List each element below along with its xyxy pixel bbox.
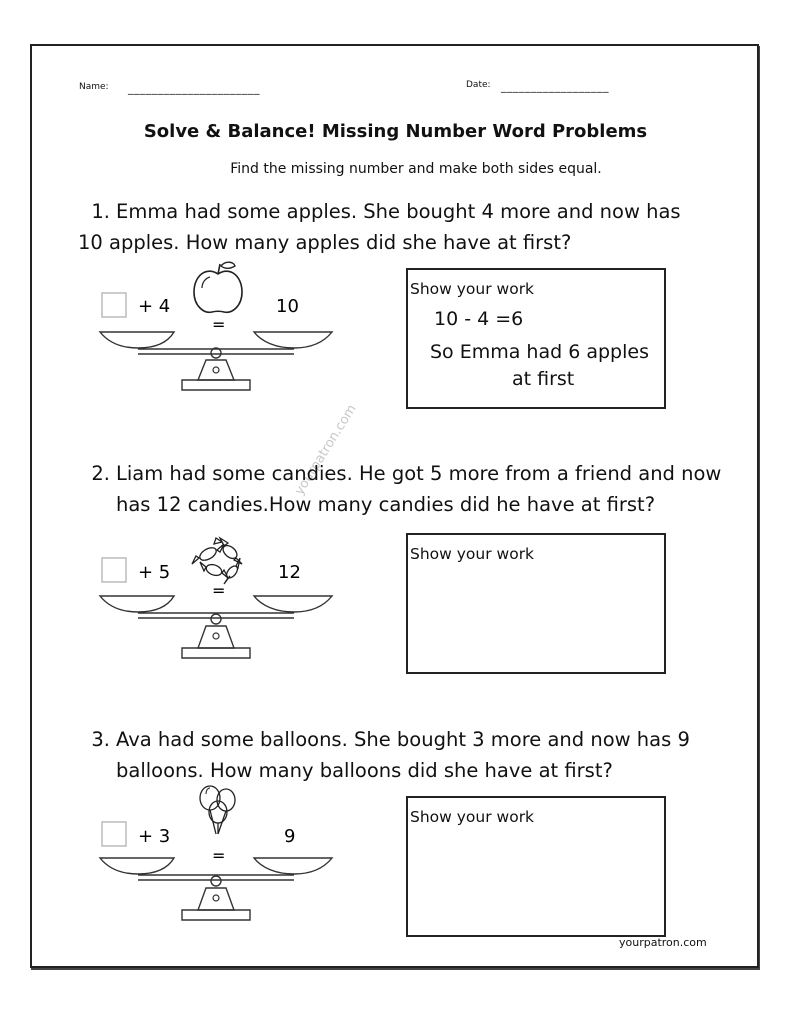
problem-line: Ava had some balloons. She bought 3 more and now has 9 <box>116 728 690 751</box>
missing-number-box <box>102 558 126 582</box>
work-box-label: Show your work <box>410 808 535 826</box>
missing-number-box <box>102 293 126 317</box>
problem-1-text <box>78 196 681 258</box>
work-line: 10 - 4 =6 <box>434 308 524 330</box>
footer-site: yourpatron.com <box>619 936 707 949</box>
addend-label: + 3 <box>138 826 171 847</box>
work-box-2[interactable] <box>406 533 666 674</box>
work-box-1[interactable] <box>406 268 666 409</box>
missing-number-box <box>102 822 126 846</box>
problem-line: 10 apples. How many apples did she have at first? <box>78 231 572 254</box>
balance-scale-1 <box>98 258 338 398</box>
date-label: Date: <box>466 80 491 90</box>
date-blank: __________________ <box>501 80 609 93</box>
equals-sign: = <box>212 315 226 334</box>
apple-icon <box>194 262 242 312</box>
equals-sign: = <box>212 846 226 865</box>
name-label: Name: <box>79 82 109 92</box>
work-line: So Emma had 6 apples <box>430 341 649 363</box>
problem-line: balloons. How many balloons did she have at first? <box>116 759 613 782</box>
problem-number: 2. <box>91 462 110 485</box>
problem-number: 1. <box>91 200 110 223</box>
page-title: Solve & Balance! Missing Number Word Problems <box>143 121 648 142</box>
problem-line: has 12 candies.How many candies did he have at first? <box>116 493 656 516</box>
name-blank: ______________________ <box>128 82 260 95</box>
candies-icon <box>192 538 242 584</box>
problem-line: Liam had some candies. He got 5 more from a friend and now <box>116 462 722 485</box>
addend-label: + 5 <box>138 562 171 583</box>
work-line: at first <box>512 368 575 390</box>
balloons-icon <box>200 786 235 834</box>
balance-scale-3 <box>98 782 338 928</box>
problem-line: Emma had some apples. She bought 4 more and now has <box>116 200 681 223</box>
work-box-3[interactable] <box>406 796 666 937</box>
equals-sign: = <box>212 581 226 600</box>
problem-2-text <box>88 458 721 520</box>
watermark: yourpatron.com <box>292 402 360 498</box>
total-label: 12 <box>278 562 301 583</box>
work-box-label: Show your work <box>410 280 535 298</box>
problem-3-text <box>88 724 690 786</box>
total-label: 9 <box>284 826 296 847</box>
problem-number: 3. <box>91 728 110 751</box>
balance-scale-2 <box>98 526 338 666</box>
page-subtitle: Find the missing number and make both sides equal. <box>230 161 602 177</box>
work-box-label: Show your work <box>410 545 535 563</box>
addend-label: + 4 <box>138 296 171 317</box>
total-label: 10 <box>276 296 299 317</box>
